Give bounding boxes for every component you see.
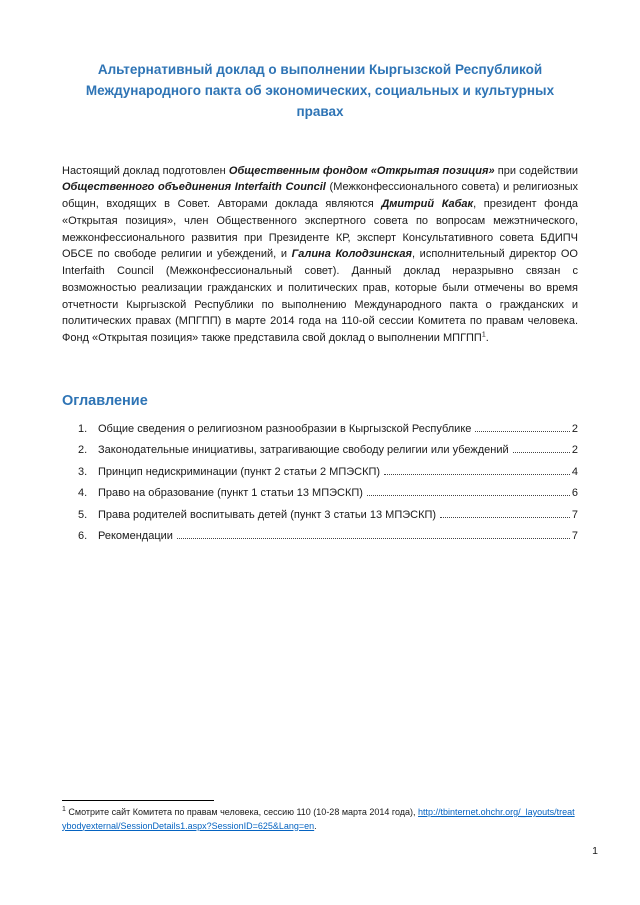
toc-item-label: Рекомендации [98,530,173,543]
toc-heading: Оглавление [62,392,148,409]
toc-item[interactable] [62,526,578,548]
intro-paragraph [62,163,578,347]
toc-item-number: 2. [78,444,88,457]
page-title: Альтернативный доклад о выполнении Кыргызской Республикой Международного пакта об экономических, социальных и культурных правах [85,62,555,119]
intro-text-run-bold-italic: Общественным фондом «Открытая позиция» [228,164,495,177]
toc-item-label: Общие сведения о религиозном разнообразии в Кыргызской Республике [98,422,472,435]
footnote-separator [62,800,214,801]
intro-text-run-bold-italic: Галина Колодзинская [291,248,412,261]
footnote-area [62,800,578,833]
intro-text-run: , исполнительный директор ОО Interfaith Council (Межконфессиональный совет). Данный доклад неразрывно связан с возможностью реализации гражданских и политических прав, которые были отмечены во время отчетности Кыргызской Республики по выполнению Международного пакта о гражданских и политических правах (МПГПП) в марте 2014 года на 110-ой сессии Комитета по правам человека. Фонд «Открытая позиция» также представила свой доклад о выполнении МПГПП [62,248,578,344]
toc-leader-dots [440,517,570,518]
toc-item-number: 1. [78,422,88,435]
toc-leader-dots [384,474,570,475]
toc-leader-dots [475,431,570,432]
toc-leader-dots [367,495,570,496]
toc-item-number: 6. [78,530,88,543]
toc-item-number: 3. [78,465,88,478]
toc-item-label: Права родителей воспитывать детей (пункт 3 статьи 13 МПЭСКП) [98,508,437,521]
footnote-suffix: . [314,820,317,831]
toc-item-page: 7 [571,508,578,521]
toc-item-number: 4. [78,487,88,500]
toc-item-label: Право на образование (пункт 1 статьи 13 МПЭСКП) [98,487,363,500]
toc-item-page: 2 [571,422,578,435]
footnote [62,806,578,833]
toc-item[interactable] [62,462,578,484]
footnote-ref: 1 [62,806,66,813]
toc-item-label: Принцип недискриминации (пункт 2 статьи 2 МПЭСКП) [98,465,381,478]
intro-text-run: . [485,331,489,344]
intro-text-run-bold-italic: Общественного объединения Interfaith Council [62,181,326,194]
toc-item-label: Законодательные инициативы, затрагивающие свободу религии или убеждений [98,444,509,457]
footnote-ref-marker: 1 [481,331,486,339]
intro-text-run: при содействии [494,164,579,177]
intro-text-run: Настоящий доклад подготовлен [62,164,229,177]
toc-item[interactable] [62,505,578,527]
toc-item-page: 6 [571,487,578,500]
toc-item-page: 7 [571,530,578,543]
toc-item[interactable] [62,419,578,441]
toc-item-number: 5. [78,508,88,521]
intro-text-run: , президент фонда «Открытая позиция», член Общественного экспертного совета по вопросам межэтнического, межконфессионального развития при Президенте КР, эксперт Консультативного совета БДИПЧ ОБСЕ по свободе религии и убеждений, и [62,198,578,261]
intro-text-run: (Межконфессионального совета) и религиозных общин, входящих в Совет. Авторами доклада являются [62,181,579,211]
page-number: 1 [592,845,598,857]
intro-text-run-bold-italic: Дмитрий Кабак [381,198,474,211]
toc-item-page: 4 [571,465,578,478]
toc-item[interactable] [62,483,578,505]
toc-leader-dots [177,538,570,539]
footnote-link[interactable]: http://tbinternet.ohchr.org/_layouts/treatybodyexternal/SessionDetails1.aspx?SessionID=625&Lang=en [62,807,575,831]
footnote-text: Смотрите сайт Комитета по правам человека, сессию 110 (10-28 марта 2014 года), [65,807,419,817]
table-of-contents [62,419,578,548]
toc-item-page: 2 [571,444,578,457]
toc-item[interactable] [62,440,578,462]
toc-leader-dots [513,452,570,453]
